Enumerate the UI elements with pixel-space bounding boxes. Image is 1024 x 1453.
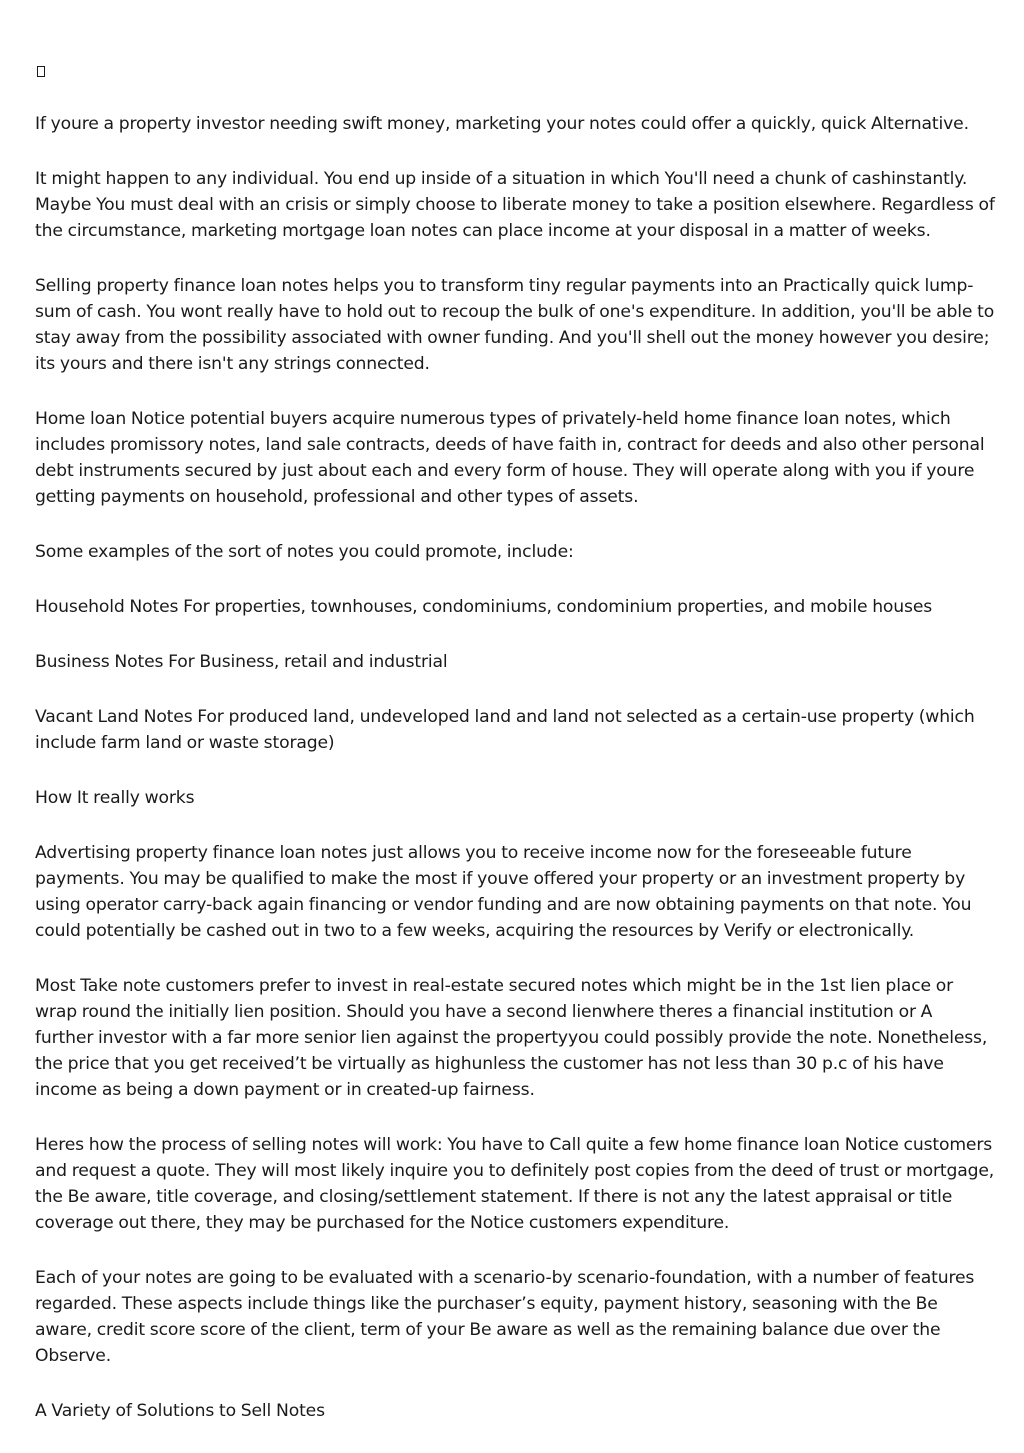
missing-character-glyph bbox=[37, 66, 45, 77]
paragraph-lien-position: Most Take note customers prefer to invest in real-estate secured notes which might be in the 1st lien place or wrap round the initially lien position. Should you have a second lienwhere theres a financial institution or A further investor with a far more senior lien against the propertyyou could possibly provide the note. Nonetheless, the price that you get received’t be virtually as highunless the customer has not less than 30 p.c of his have income as being a down payment or in created-up fairness. bbox=[35, 976, 988, 1100]
paragraph-evaluation: Each of your notes are going to be evaluated with a scenario-by scenario-foundation, with a number of features regarded. These aspects include things like the purchaser’s equity, payment history, seasoning with the Be aware, credit score score of the client, term of your Be aware as well as the remaining balance due over the Observe. bbox=[35, 1268, 975, 1366]
document-body bbox=[35, 66, 995, 1453]
heading-variety-of-solutions: A Variety of Solutions to Sell Notes bbox=[35, 1401, 325, 1421]
paragraph-note-buyers: Home loan Notice potential buyers acquire numerous types of privately-held home finance loan notes, which includes promissory notes, land sale contracts, deeds of have faith in, contract for deeds and also other personal debt instruments secured by just about each and every form of house. They will operate along with you if youre getting payments on household, professional and other types of assets. bbox=[35, 409, 985, 507]
paragraph-intro: If youre a property investor needing swift money, marketing your notes could offer a quickly, quick Alternative. bbox=[35, 114, 969, 134]
paragraph-business-notes: Business Notes For Business, retail and industrial bbox=[35, 652, 448, 672]
paragraph-situation: It might happen to any individual. You end up inside of a situation in which You'll need a chunk of cashinstantly. Maybe You must deal with an crisis or simply choose to liberate money to take a position elsewhere. Regardless of the circumstance, marketing mortgage loan notes can place income at your disposal in a matter of weeks. bbox=[35, 169, 995, 241]
paragraph-household-notes: Household Notes For properties, townhouses, condominiums, condominium properties, and mobile houses bbox=[35, 597, 933, 617]
paragraph-selling-benefits: Selling property finance loan notes helps you to transform tiny regular payments into an Practically quick lump-sum of cash. You wont really have to hold out to recoup the bulk of one's expenditure. In addition, you'll be able to stay away from the possibility associated with owner funding. And you'll shell out the money however you desire; its yours and there isn't any strings connected. bbox=[35, 276, 995, 374]
paragraph-advertising: Advertising property finance loan notes just allows you to receive income now for the foreseeable future payments. You may be qualified to make the most if youve offered your property or an investment property by using operator carry-back again financing or vendor funding and are now obtaining payments on that note. You could potentially be cashed out in two to a few weeks, acquiring the resources by Verify or electronically. bbox=[35, 843, 972, 941]
paragraph-vacant-land-notes: Vacant Land Notes For produced land, undeveloped land and land not selected as a certain-use property (which include farm land or waste storage) bbox=[35, 707, 975, 753]
paragraph-examples-intro: Some examples of the sort of notes you could promote, include: bbox=[35, 542, 574, 562]
paragraph-process: Heres how the process of selling notes will work: You have to Call quite a few home finance loan Notice customers and request a quote. They will most likely inquire you to definitely post copies from the deed of trust or mortgage, the Be aware, title coverage, and closing/settlement statement. If there is not any the latest appraisal or title coverage out there, they may be purchased for the Notice customers expenditure. bbox=[35, 1135, 995, 1233]
heading-how-it-works: How It really works bbox=[35, 788, 195, 808]
